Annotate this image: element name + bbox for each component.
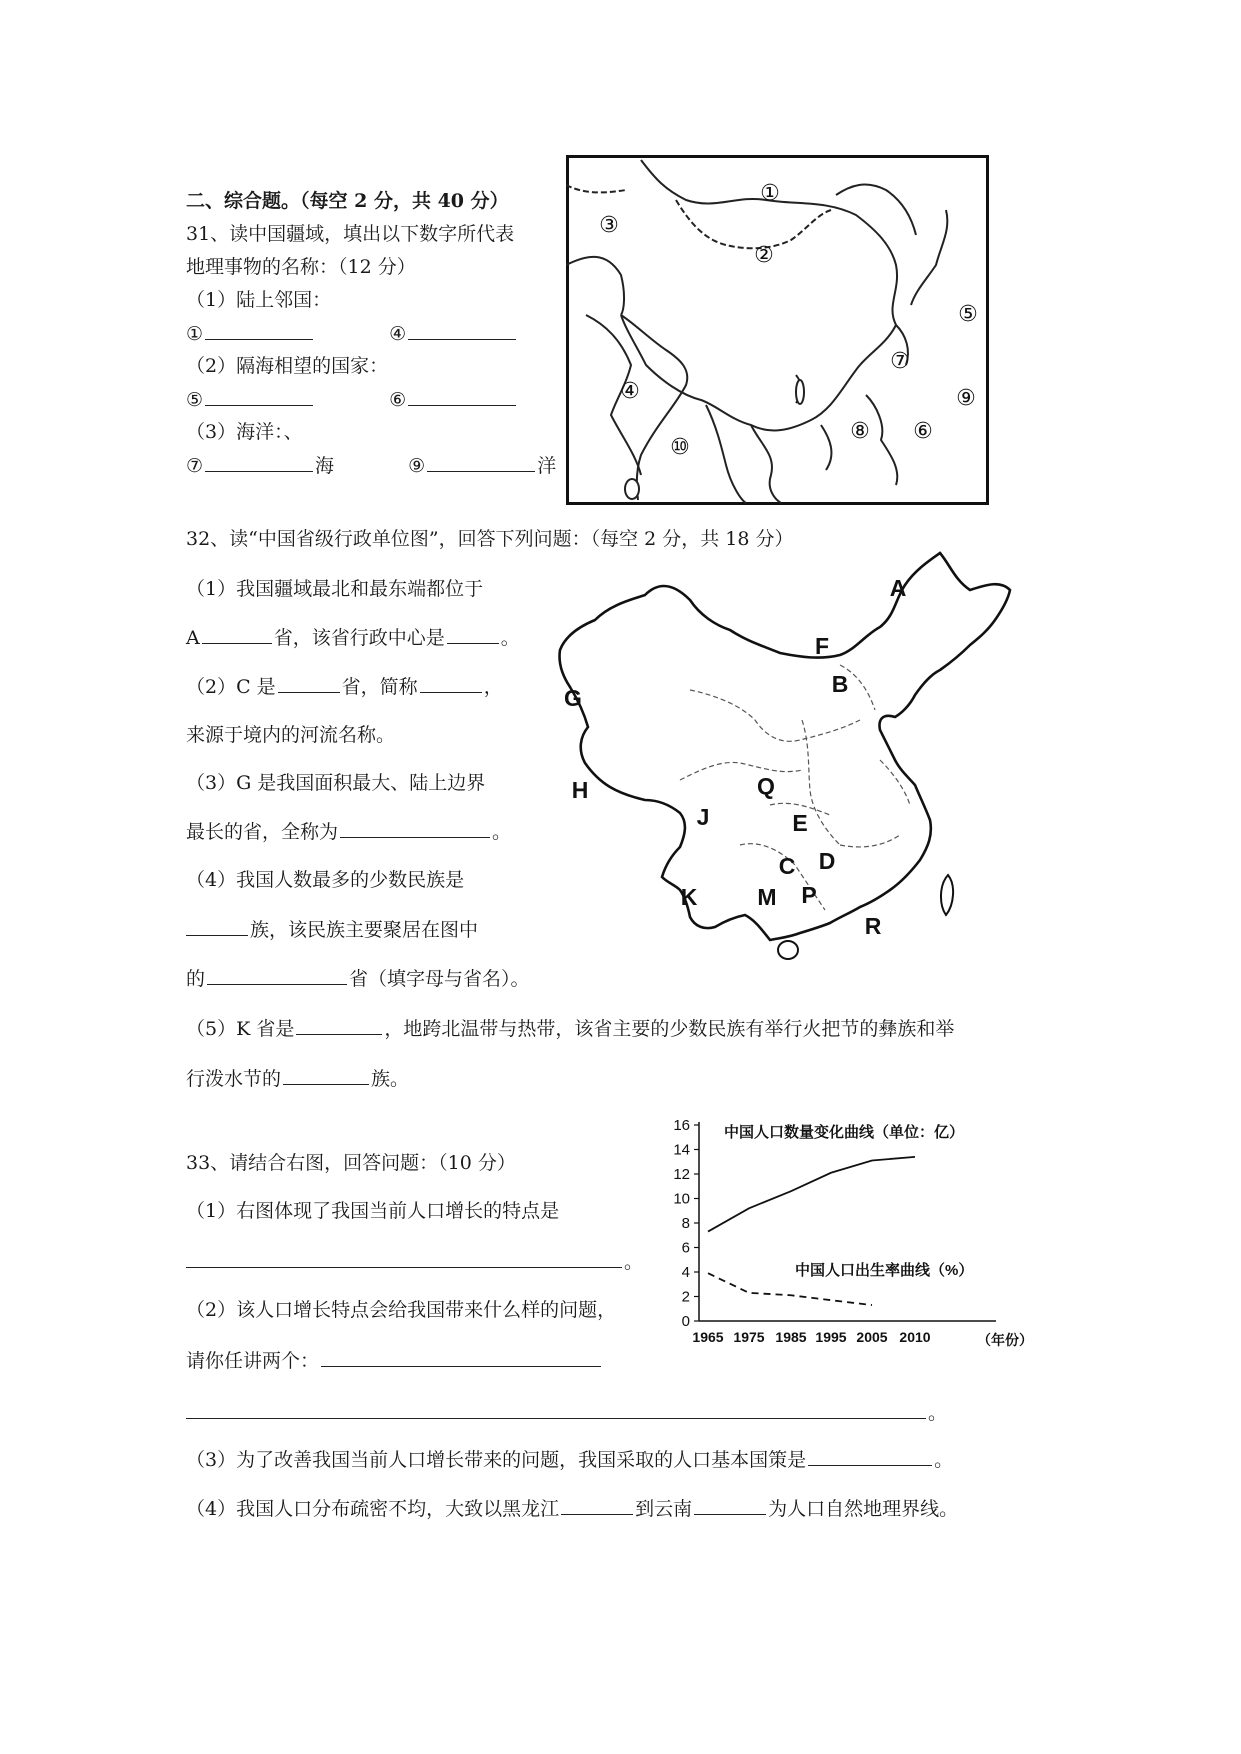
q32-line7: （4）我国人数最多的少数民族是: [186, 869, 465, 891]
province-label: H: [571, 777, 589, 803]
text-fragment: 省，该省行政中心是: [273, 627, 445, 649]
province-label: E: [792, 810, 808, 836]
answer-blank[interactable]: [202, 625, 272, 644]
text-fragment: 族。: [371, 1068, 410, 1090]
y-tick-label: 2: [681, 1288, 690, 1306]
circled-number: ⑤: [186, 389, 204, 411]
q32-line5: （3）G 是我国面积最大、陆上边界: [186, 772, 486, 794]
q31-answer-row3: [186, 453, 556, 478]
q32-stem: 32、读“中国省级行政单位图”，回答下列问题：（每空 2 分，共 18 分）: [186, 528, 794, 550]
answer-blank[interactable]: [186, 1249, 622, 1268]
answer-blank[interactable]: [278, 674, 340, 693]
q33-line5: [186, 1400, 947, 1425]
q32-line3: [186, 674, 503, 699]
circled-number: ④: [389, 323, 407, 345]
x-tick-label: 1965: [692, 1329, 724, 1345]
q32-line11: [186, 1066, 409, 1091]
map-label: ③: [599, 212, 619, 237]
province-label: J: [696, 804, 710, 830]
sea-suffix: 海: [315, 455, 335, 477]
text-fragment: （5）K 省是: [186, 1018, 295, 1040]
q31-part1: （1）陆上邻国：: [186, 289, 332, 311]
map-label: ⑦: [890, 348, 910, 373]
answer-blank[interactable]: [186, 917, 248, 936]
text-fragment: ，地跨北温带与热带，该省主要的少数民族有举行火把节的彝族和举: [384, 1018, 955, 1040]
x-tick-label: 2010: [899, 1329, 931, 1345]
q33-stem: 33、请结合右图，回答问题：（10 分）: [186, 1152, 516, 1174]
province-label: A: [889, 575, 907, 601]
answer-blank[interactable]: [808, 1447, 932, 1466]
text-fragment: 的: [186, 968, 206, 990]
answer-blank[interactable]: [694, 1496, 766, 1515]
province-label: F: [814, 633, 830, 659]
answer-blank[interactable]: [205, 321, 313, 340]
y-tick-label: 16: [673, 1117, 690, 1134]
answer-blank[interactable]: [296, 1016, 382, 1035]
x-tick-label: 1975: [733, 1329, 765, 1345]
series-label-population: 中国人口数量变化曲线（单位：亿）: [724, 1124, 965, 1141]
text-fragment: 到云南: [635, 1498, 693, 1520]
q31-answer-row2: [186, 387, 518, 412]
q33-line3: （2）该人口增长特点会给我国带来什么样的问题，: [186, 1299, 617, 1321]
province-label: P: [801, 882, 817, 908]
answer-blank[interactable]: [561, 1496, 633, 1515]
y-tick-label: 12: [673, 1166, 690, 1183]
province-label: K: [680, 884, 698, 910]
series-label-birthrate: 中国人口出生率曲线（%）: [795, 1262, 974, 1279]
q32-line6: [186, 819, 511, 844]
q32-line8: [186, 917, 478, 942]
map-label: ⑩: [670, 434, 690, 459]
answer-blank[interactable]: [408, 387, 516, 406]
province-label: M: [757, 884, 777, 910]
province-label: C: [778, 853, 796, 879]
text-fragment: 省，简称: [341, 676, 418, 698]
answer-blank[interactable]: [340, 819, 490, 838]
map-label: ①: [760, 180, 780, 205]
answer-blank[interactable]: [205, 453, 313, 472]
province-label: D: [818, 848, 836, 874]
asia-map: [566, 155, 989, 505]
q31-part3: （3）海洋：、: [186, 421, 303, 443]
map-label: ⑧: [850, 418, 870, 443]
population-line: [708, 1157, 915, 1232]
population-chart: [660, 1110, 1040, 1360]
text-fragment: ，: [483, 676, 503, 698]
answer-blank[interactable]: [207, 966, 347, 985]
answer-blank[interactable]: [420, 674, 482, 693]
answer-blank[interactable]: [321, 1348, 601, 1367]
answer-blank[interactable]: [408, 321, 516, 340]
text-fragment: 。: [492, 821, 512, 843]
x-tick-label: 1985: [775, 1329, 807, 1345]
q32-line2: [186, 625, 520, 650]
y-tick-label: 14: [673, 1141, 690, 1159]
q32-line10: [186, 1016, 954, 1041]
map-label: ②: [754, 242, 774, 267]
text-fragment: 。: [624, 1251, 644, 1273]
text-fragment: 最长的省，全称为: [186, 821, 339, 843]
text-fragment: 请你任讲两个：: [186, 1350, 320, 1372]
q31-part2: （2）隔海相望的国家：: [186, 355, 389, 377]
province-label: Q: [757, 773, 775, 799]
y-tick-label: 6: [681, 1239, 690, 1257]
province-label: G: [564, 685, 582, 711]
text-fragment: 省（填字母与省名）。: [349, 968, 530, 990]
text-fragment: 族，该民族主要聚居在图中: [250, 919, 479, 941]
answer-blank[interactable]: [427, 453, 535, 472]
y-tick-label: 10: [673, 1190, 690, 1208]
letter-label: A: [186, 627, 200, 649]
answer-blank[interactable]: [283, 1066, 369, 1085]
text-fragment: 为人口自然地理界线。: [768, 1498, 959, 1520]
text-fragment: 。: [500, 627, 520, 649]
map-label: ⑨: [956, 385, 976, 410]
text-fragment: 。: [934, 1449, 954, 1471]
q32-line1: （1）我国疆域最北和最东端都位于: [186, 578, 484, 600]
q32-line9: [186, 966, 530, 991]
map-label: ⑥: [913, 418, 933, 443]
x-tick-label: 2005: [856, 1329, 888, 1345]
china-province-map: [540, 545, 1060, 975]
y-tick-label: 8: [681, 1215, 690, 1232]
text-fragment: （3）为了改善我国当前人口增长带来的问题，我国采取的人口基本国策是: [186, 1449, 807, 1471]
x-tick-label: 1995: [815, 1329, 847, 1345]
circled-number: ⑨: [408, 455, 426, 477]
ocean-suffix: 洋: [537, 455, 557, 477]
answer-blank[interactable]: [447, 625, 499, 644]
q33-line2: [186, 1249, 643, 1274]
text-fragment: （4）我国人口分布疏密不均，大致以黑龙江: [186, 1498, 560, 1520]
map-label: ④: [620, 378, 640, 403]
answer-blank[interactable]: [205, 387, 313, 406]
map-label: ⑤: [958, 301, 978, 326]
circled-number: ⑥: [389, 389, 407, 411]
q33-line7: [186, 1496, 958, 1521]
text-fragment: （2）C 是: [186, 676, 276, 698]
x-axis-unit: （年份）: [977, 1332, 1033, 1348]
y-tick-label: 4: [681, 1264, 690, 1281]
section-title: 二、综合题。（每空 2 分，共 40 分）: [186, 190, 509, 212]
q33-line6: [186, 1447, 953, 1472]
text-fragment: 。: [928, 1402, 948, 1424]
circled-number: ①: [186, 323, 204, 345]
q31-stem-line2: 地理事物的名称：（12 分）: [186, 256, 416, 278]
q31-answer-row1: [186, 321, 518, 346]
q33-line4: [186, 1348, 603, 1373]
q31-stem-line1: 31、读中国疆域，填出以下数字所代表: [186, 223, 515, 245]
text-fragment: 行泼水节的: [186, 1068, 282, 1090]
province-label: R: [864, 913, 882, 939]
y-tick-label: 0: [681, 1313, 690, 1330]
q32-line4: 来源于境内的河流名称。: [186, 724, 396, 746]
province-label: B: [831, 671, 849, 697]
circled-number: ⑦: [186, 455, 204, 477]
answer-blank[interactable]: [186, 1400, 926, 1419]
q33-line1: （1）右图体现了我国当前人口增长的特点是: [186, 1200, 560, 1222]
